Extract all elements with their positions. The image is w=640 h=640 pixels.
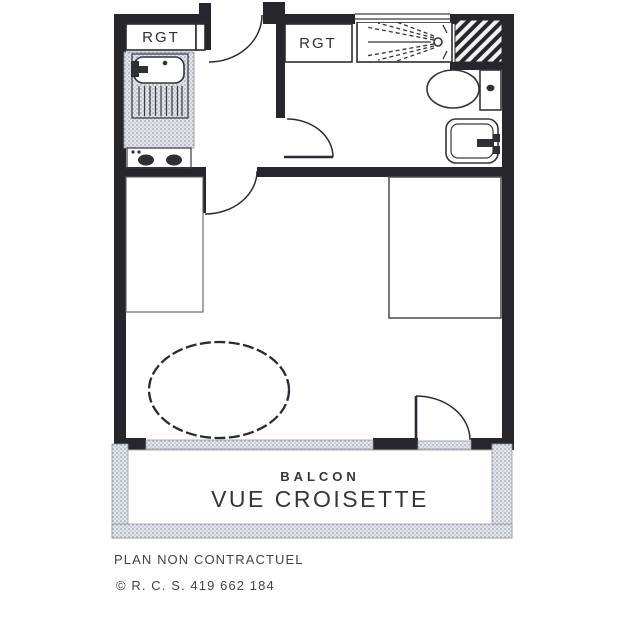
balcony-door-sill — [418, 441, 471, 449]
wall-entry-pier-right — [263, 2, 285, 15]
duct-shaft-icon — [455, 20, 502, 62]
wall-top-bathroom — [263, 14, 355, 24]
footer — [114, 552, 304, 593]
wall-top-kitchen — [114, 14, 211, 24]
living-room-door-icon — [205, 171, 257, 214]
balcony-view-label: VUE CROISETTE — [211, 486, 429, 512]
balcony — [112, 444, 512, 538]
washbasin-icon — [446, 119, 500, 163]
knob-icon — [131, 150, 134, 153]
burner-left-icon — [138, 155, 154, 166]
storage-right-label: RGT — [299, 35, 337, 52]
disclaimer-text: PLAN NON CONTRACTUEL — [114, 552, 304, 567]
wall-bottom-mid — [373, 438, 418, 450]
knob-icon — [137, 150, 140, 153]
entrance-door-icon — [209, 15, 262, 62]
wall-entry-pier-left — [199, 3, 211, 15]
bathroom — [285, 20, 502, 163]
burner-right-icon — [166, 155, 182, 166]
bay-window — [146, 440, 373, 449]
closet-icon — [126, 177, 203, 312]
bathroom-door-icon — [287, 119, 333, 157]
balcony-door-icon — [416, 396, 470, 440]
dining-table-icon — [149, 342, 289, 438]
main-room — [126, 177, 501, 438]
registration-text: © R. C. S. 419 662 184 — [116, 578, 275, 593]
wall-right — [502, 14, 514, 450]
wall-divider-right — [257, 167, 502, 177]
balcony-label: BALCON — [280, 469, 360, 484]
kitchenette — [124, 24, 205, 168]
storage-left-label: RGT — [142, 29, 180, 46]
toilet-icon — [427, 70, 501, 110]
railing-bottom — [112, 524, 512, 538]
wall-duct-base — [450, 62, 502, 70]
kitchen-tap-base-icon — [131, 61, 139, 77]
closet-side-panel — [196, 24, 205, 50]
sink-drain-icon — [163, 61, 168, 66]
wall-hall-bathroom — [276, 24, 285, 118]
bed-icon — [389, 177, 501, 318]
bathroom-window — [355, 11, 450, 22]
